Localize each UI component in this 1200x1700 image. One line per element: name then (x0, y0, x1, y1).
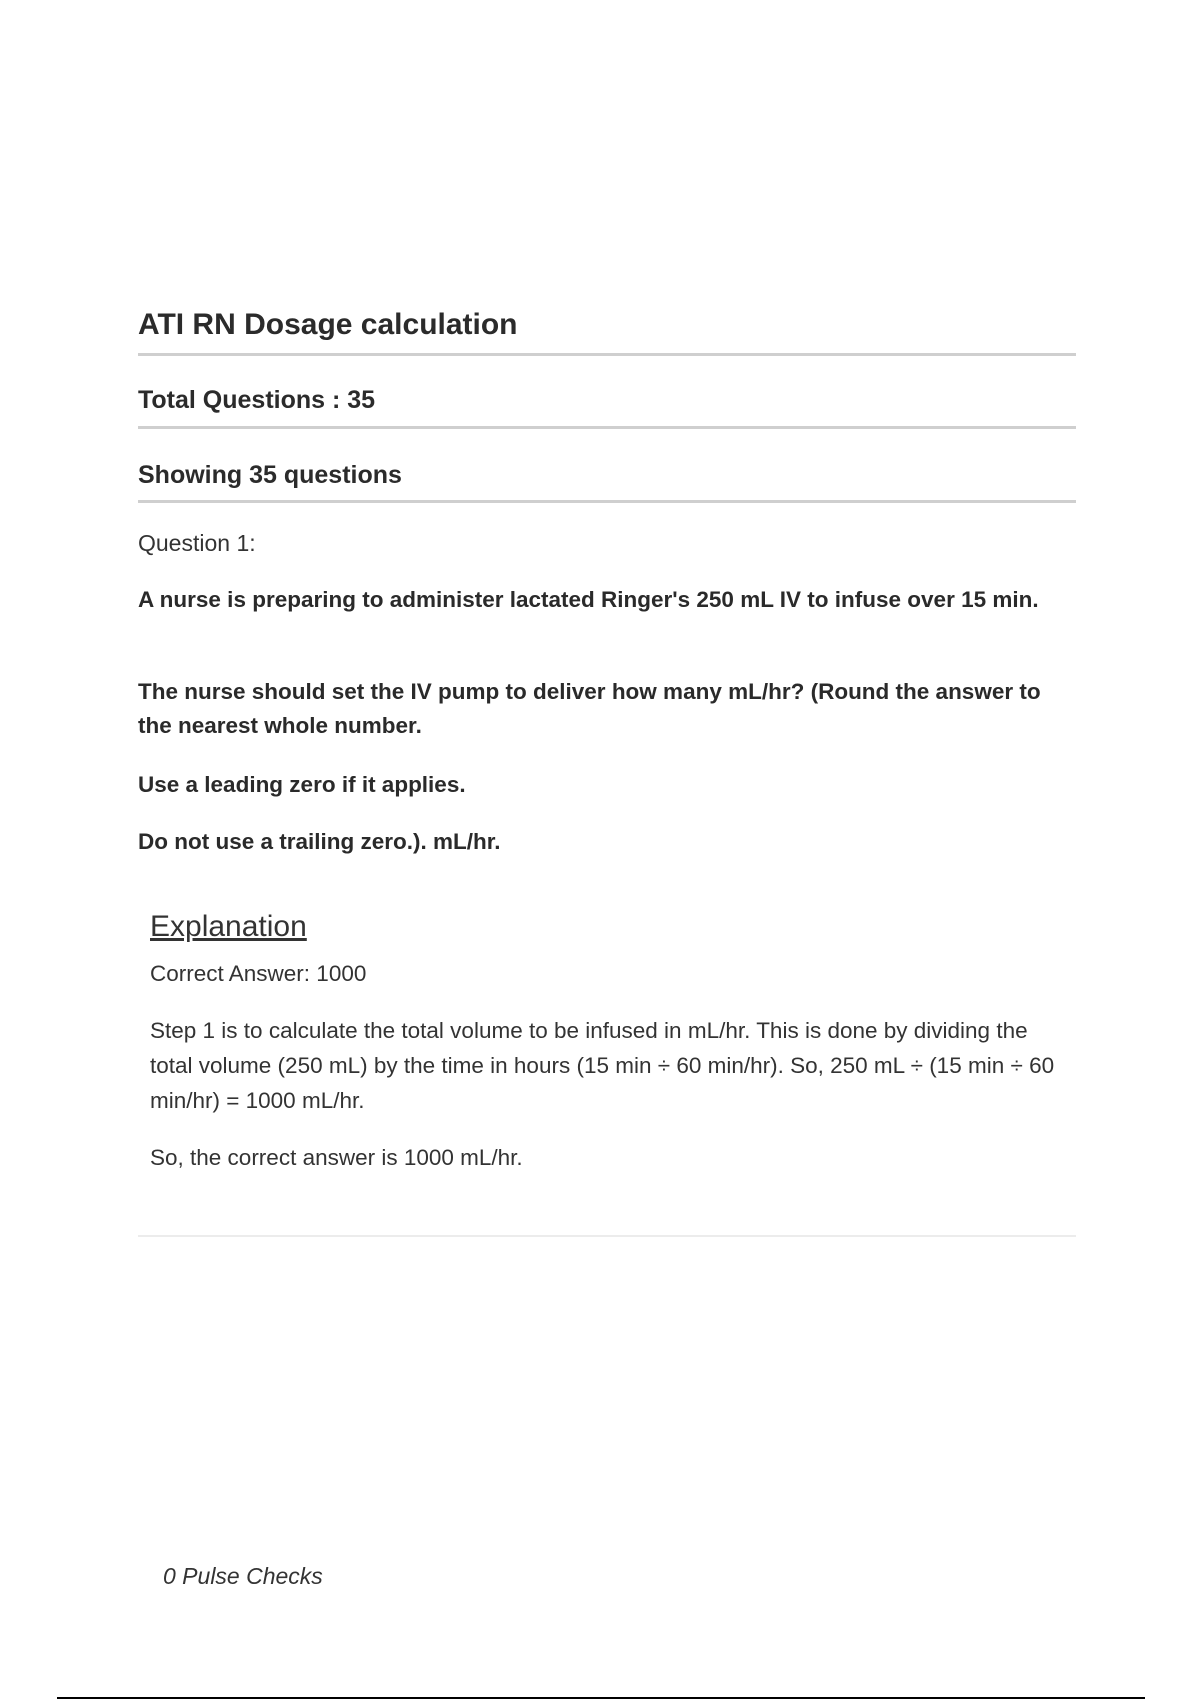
explanation-conclusion: So, the correct answer is 1000 mL/hr. (150, 1145, 523, 1170)
question-paragraph: A nurse is preparing to administer lactated Ringer's 250 mL IV to infuse over 15 min. (138, 587, 1039, 612)
total-questions-divider (138, 426, 1076, 429)
question-paragraph: Do not use a trailing zero.). mL/hr. (138, 829, 501, 854)
pulse-checks: 0 Pulse Checks (163, 1563, 323, 1589)
question-label: Question 1: (138, 530, 256, 556)
showing-divider (138, 500, 1076, 503)
section-divider (138, 1235, 1076, 1237)
question-paragraph: Use a leading zero if it applies. (138, 772, 466, 797)
page-title: ATI RN Dosage calculation (138, 308, 518, 341)
title-divider (138, 353, 1076, 356)
total-questions: Total Questions : 35 (138, 386, 376, 414)
explanation-title: Explanation (150, 910, 307, 943)
showing-count: Showing 35 questions (138, 461, 402, 489)
correct-answer: Correct Answer: 1000 (150, 961, 367, 986)
explanation-step: Step 1 is to calculate the total volume to be infused in mL/hr. This is done by dividing the total volume (250 mL) by the time in hours (15 min ÷ 60 min/hr). So, 250 mL ÷ (15 min ÷ 60 min/hr) = 1000 mL/hr. (150, 1018, 1055, 1113)
page-bottom-rule (57, 1697, 1145, 1699)
question-paragraph: The nurse should set the IV pump to deliver how many mL/hr? (Round the answer to the nearest whole number. (138, 679, 1041, 738)
